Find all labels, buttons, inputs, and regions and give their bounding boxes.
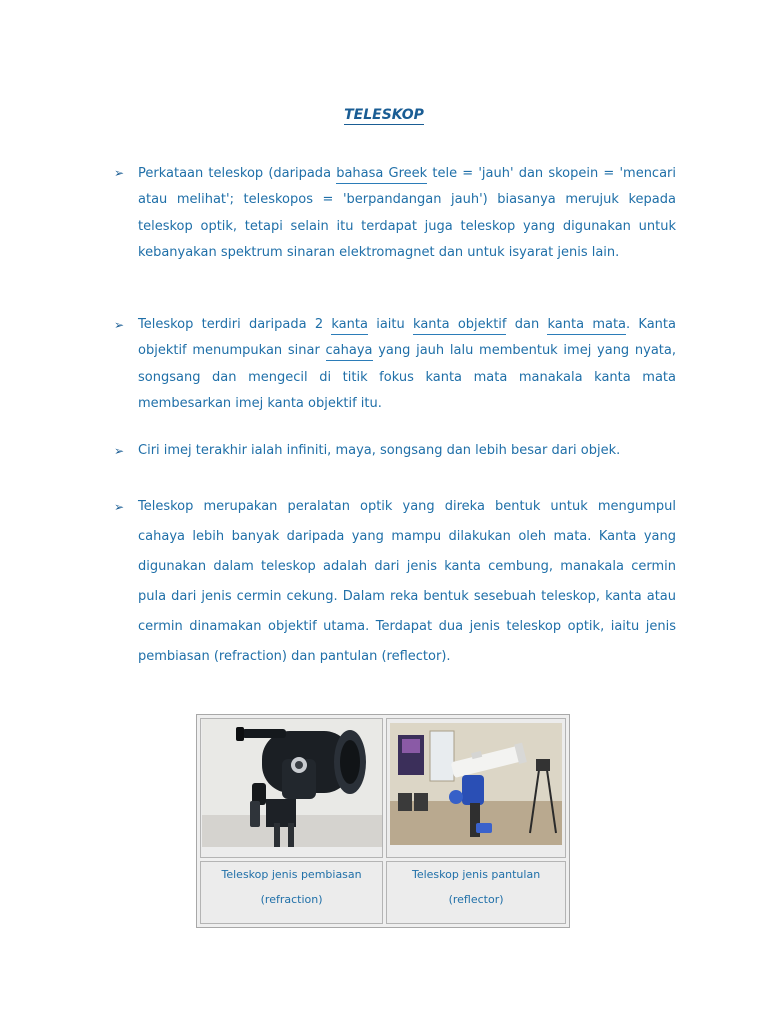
bullet-icon: ➢ <box>114 500 125 514</box>
refraction-telescope-photo <box>202 719 382 847</box>
bullet-icon: ➢ <box>114 444 125 458</box>
telescope-figure-table <box>196 714 570 928</box>
link-bahasa-greek[interactable]: bahasa Greek <box>336 166 427 184</box>
reflector-telescope-photo <box>390 723 562 845</box>
title-text: TELESKOP <box>344 107 424 123</box>
caption-line: Teleskop jenis pantulan <box>411 868 541 881</box>
caption-reflector <box>386 861 566 924</box>
caption-line: (reflector) <box>448 893 504 906</box>
caption-line: Teleskop jenis pembiasan <box>221 868 362 881</box>
link-kanta-mata[interactable]: kanta mata <box>547 317 626 335</box>
paragraph-text: Perkataan teleskop (daripada <box>138 166 337 181</box>
bullet-icon: ➢ <box>114 318 125 332</box>
paragraph-4: Teleskop merupakan peralatan optik yang direka bentuk untuk mengumpul cahaya lebih banyak daripada yang mampu dilakukan oleh mata. Kanta yang digunakan dalam teleskop adalah dari jenis kanta cembung, manakala cermin pula dari jenis cermin cekung. Dalam reka bentuk sesebuah teleskop, kanta atau cermin dinamakan objektif utama. Terdapat dua jenis teleskop optik, iaitu jenis pembiasan (refraction) dan pantulan (reflector). <box>138 499 676 664</box>
paragraph-2 <box>138 312 676 417</box>
figure-cell-reflector <box>386 718 566 858</box>
paragraph-text: yang jauh lalu membentuk imej yang nyata, songsang dan mengecil di titik fokus kanta mata manakala kanta mata membesarkan imej kanta objektif itu. <box>138 343 677 411</box>
link-kanta[interactable]: kanta <box>331 317 368 335</box>
paragraph-3: Ciri imej terakhir ialah infiniti, maya, songsang dan lebih besar dari objek. <box>138 443 621 458</box>
link-cahaya[interactable]: cahaya <box>326 343 373 361</box>
paragraph-text: dan <box>506 317 548 332</box>
paragraph-text: tele = 'jauh' dan skopein = 'mencari atau melihat'; teleskopos = 'berpandangan jauh') biasanya merujuk kepada teleskop optik, tetapi selain itu terdapat juga teleskop yang digunakan untuk kebanyakan spektrum sinaran elektromagnet dan untuk isyarat jenis lain. <box>138 166 676 260</box>
paragraph-text: . Kanta objektif menumpukan sinar <box>138 317 676 359</box>
paragraph-text: Teleskop terdiri daripada 2 <box>138 317 332 332</box>
caption-line: (refraction) <box>260 893 323 906</box>
paragraph-1 <box>138 161 676 266</box>
figure-cell-refraction <box>200 718 383 858</box>
bullet-icon: ➢ <box>114 166 125 180</box>
caption-refraction <box>200 861 383 924</box>
link-kanta-objektif[interactable]: kanta objektif <box>413 317 506 335</box>
page-title <box>0 107 768 123</box>
paragraph-text: iaitu <box>367 317 414 332</box>
